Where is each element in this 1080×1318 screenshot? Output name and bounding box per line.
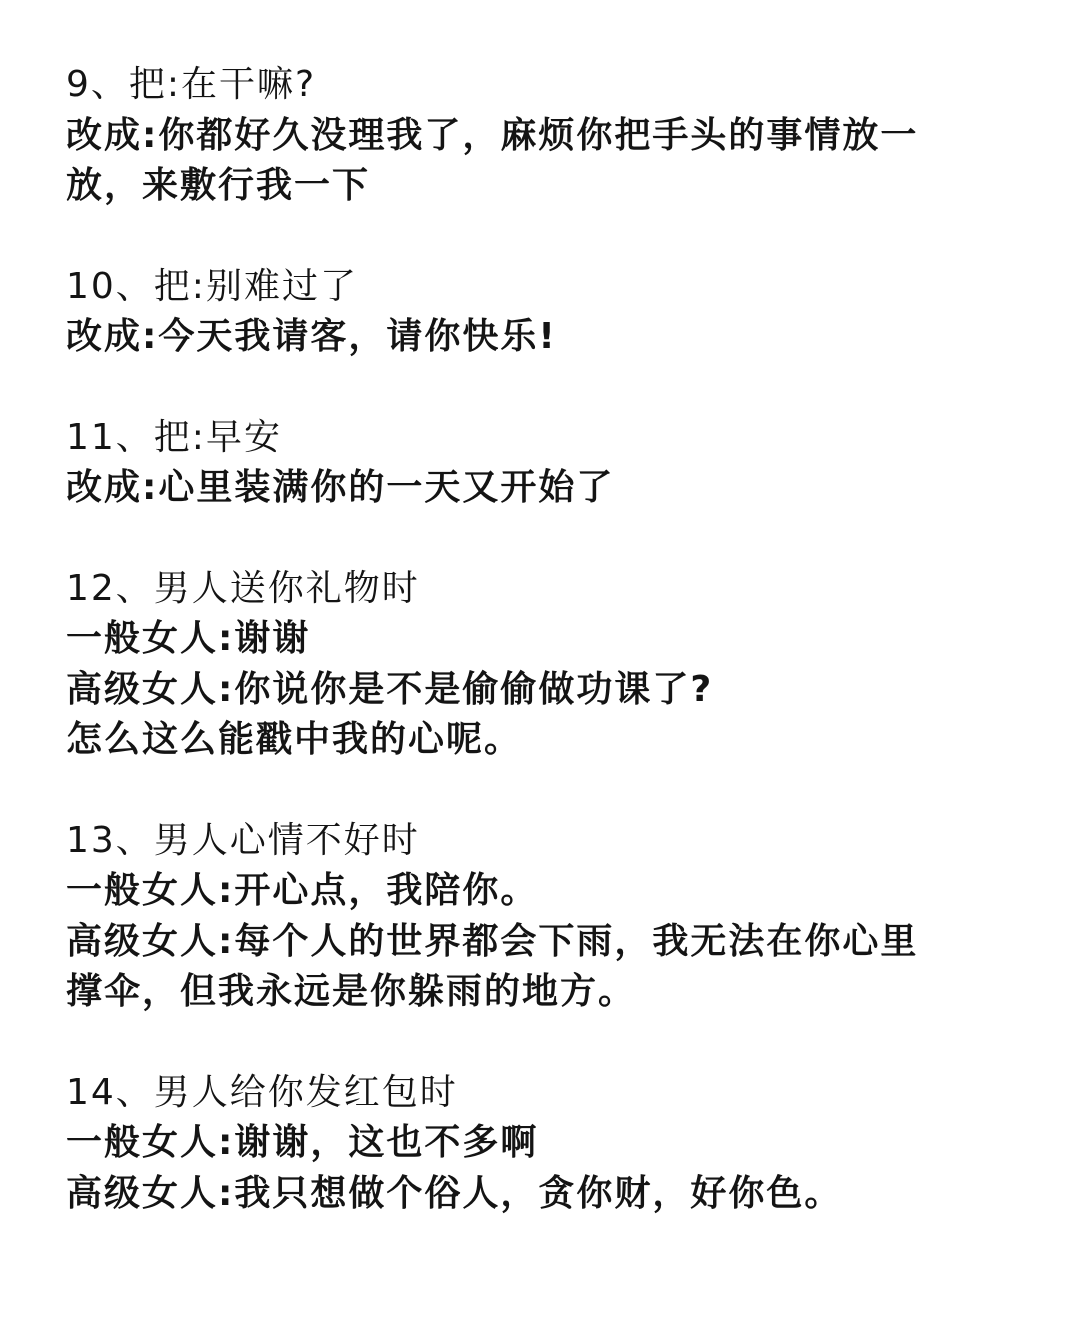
section-heading: 12、男人送你礼物时 <box>66 567 420 609</box>
section-9 <box>66 60 1026 212</box>
text-document <box>66 60 1026 1219</box>
section-line: 改成:你都好久没理我了，麻烦你把手头的事情放一 <box>66 114 919 156</box>
section-14 <box>66 1068 1026 1220</box>
section-11 <box>66 413 1026 514</box>
section-line: 改成:今天我请客，请你快乐! <box>66 316 557 357</box>
section-heading: 10、把:别难过了 <box>66 265 358 307</box>
section-13 <box>66 816 1026 1018</box>
section-10 <box>66 262 1026 363</box>
section-line: 怎么这么能戳中我的心呢。 <box>66 719 523 760</box>
section-heading: 13、男人心情不好时 <box>66 819 420 861</box>
section-heading: 14、男人给你发红包时 <box>66 1071 458 1113</box>
section-line: 高级女人:每个人的世界都会下雨，我无法在你心里 <box>66 920 919 962</box>
section-line: 高级女人:我只想做个俗人，贪你财，好你色。 <box>66 1172 843 1214</box>
section-line: 一般女人:谢谢，这也不多啊 <box>66 1122 539 1163</box>
section-heading: 11、把:早安 <box>66 416 282 458</box>
section-line: 放，来敷行我一下 <box>66 165 371 206</box>
section-line: 一般女人:开心点，我陪你。 <box>66 870 539 911</box>
section-line: 一般女人:谢谢 <box>66 618 311 659</box>
section-12 <box>66 564 1026 766</box>
section-heading: 9、把:在干嘛? <box>66 64 317 105</box>
section-line: 高级女人:你说你是不是偷偷做功课了? <box>66 668 714 710</box>
section-line: 改成:心里装满你的一天又开始了 <box>66 467 615 508</box>
section-line: 撑伞，但我永远是你躲雨的地方。 <box>66 971 637 1012</box>
